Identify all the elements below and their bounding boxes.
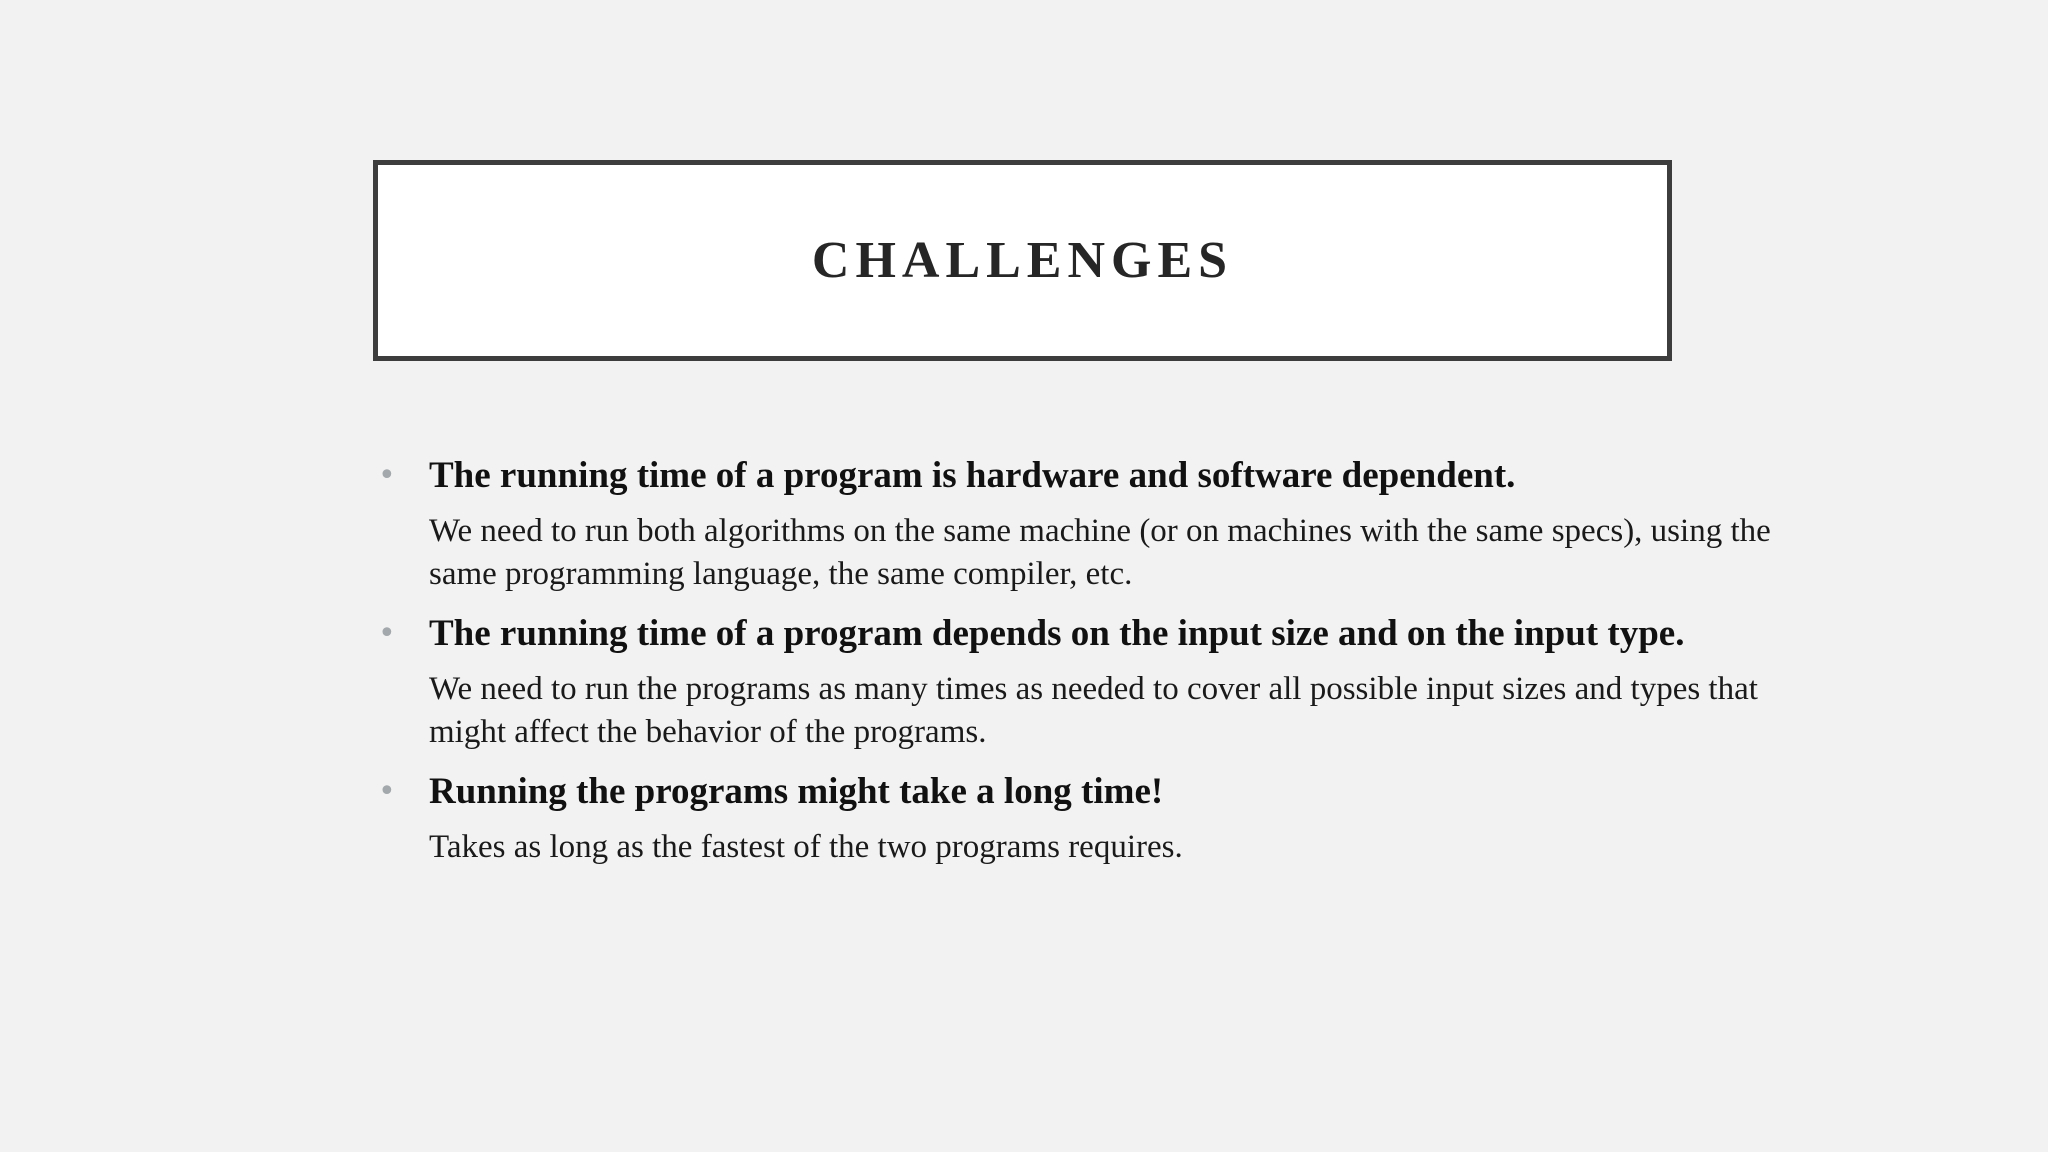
bullet-icon: •	[378, 616, 396, 651]
bullet-icon: •	[378, 458, 396, 493]
bullet-heading: The running time of a program is hardware and software dependent.	[429, 455, 1516, 496]
bullet-heading: Running the programs might take a long time!	[429, 771, 1164, 812]
bullet-body	[429, 826, 1829, 869]
bullet-body-line: We need to run the programs as many times as needed to cover all possible input sizes and types that	[429, 671, 1758, 707]
bullet-item	[378, 766, 1828, 869]
bullet-body-line: same programming language, the same compiler, etc.	[429, 556, 1133, 592]
bullet-body	[429, 668, 1829, 754]
bullet-body-line: might affect the behavior of the programs.	[429, 714, 987, 750]
bullet-body-line: We need to run both algorithms on the same machine (or on machines with the same specs), using the	[429, 513, 1771, 549]
bullet-item	[378, 450, 1828, 596]
bullet-item	[378, 608, 1828, 754]
bullet-heading: The running time of a program depends on the input size and on the input type.	[429, 613, 1685, 654]
bullet-list	[378, 450, 1828, 881]
bullet-body-line: Takes as long as the fastest of the two programs requires.	[429, 829, 1183, 865]
title-box	[373, 160, 1672, 361]
bullet-icon: •	[378, 774, 396, 809]
bullet-body	[429, 510, 1829, 596]
slide-title: CHALLENGES	[811, 232, 1234, 289]
